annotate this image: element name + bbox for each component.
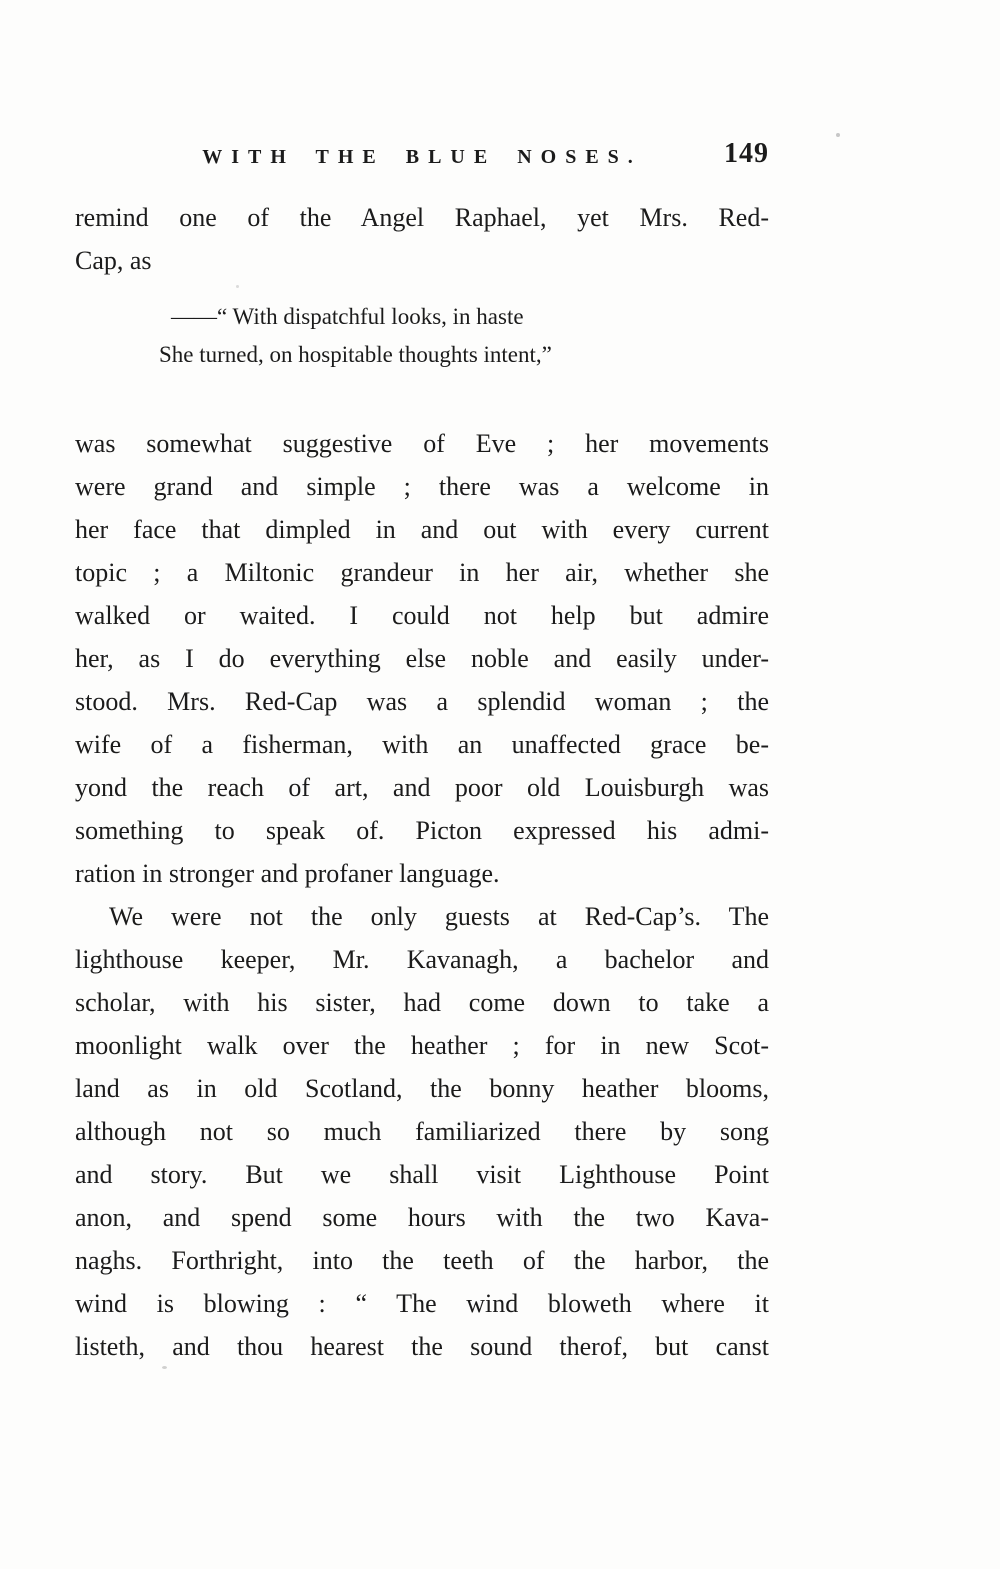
text-line: wind is blowing : “ The wind bloweth where it [75, 1289, 769, 1318]
text-line: although not so much familiarized there by song [75, 1117, 769, 1146]
text-line: We were not the only guests at Red-Cap’s. The [109, 902, 769, 931]
text-line: was somewhat suggestive of Eve ; her movements [75, 429, 769, 458]
text-line: her, as I do everything else noble and easily under- [75, 644, 769, 673]
paragraph-intro [75, 196, 769, 282]
page-number: 149 [724, 138, 769, 169]
text-line: walked or waited. I could not help but admire [75, 601, 769, 630]
scan-speck [236, 285, 239, 288]
text-line: something to speak of. Picton expressed his admi- [75, 816, 769, 845]
paragraph-guests [75, 895, 769, 1368]
verse-quote [159, 298, 769, 374]
quote-line: ——“ With dispatchful looks, in haste [171, 304, 524, 329]
scan-speck [836, 133, 840, 137]
text-line: wife of a fisherman, with an unaffected grace be- [75, 730, 769, 759]
text-line: lighthouse keeper, Mr. Kavanagh, a bachelor and [75, 945, 769, 974]
text-line: her face that dimpled in and out with every current [75, 515, 769, 544]
text-line: scholar, with his sister, had come down to take a [75, 988, 769, 1017]
text-line: remind one of the Angel Raphael, yet Mrs. Red- [75, 203, 769, 232]
quote-line: She turned, on hospitable thoughts intent,” [159, 342, 552, 367]
text-line: Cap, as [75, 246, 152, 275]
text-line: anon, and spend some hours with the two Kava- [75, 1203, 769, 1232]
text-line: ration in stronger and profaner language. [75, 859, 500, 888]
text-line: and story. But we shall visit Lighthouse Point [75, 1160, 769, 1189]
text-block [75, 196, 769, 1368]
text-line: moonlight walk over the heather ; for in new Scot- [75, 1031, 769, 1060]
running-head [75, 138, 769, 178]
paragraph-main [75, 422, 769, 895]
text-line: naghs. Forthright, into the teeth of the harbor, the [75, 1246, 769, 1275]
text-line: were grand and simple ; there was a welcome in [75, 472, 769, 501]
text-line: listeth, and thou hearest the sound therof, but canst [75, 1332, 769, 1361]
scan-speck [162, 1366, 167, 1369]
text-line: land as in old Scotland, the bonny heather blooms, [75, 1074, 769, 1103]
text-line: yond the reach of art, and poor old Louisburgh was [75, 773, 769, 802]
text-line: stood. Mrs. Red-Cap was a splendid woman ; the [75, 687, 769, 716]
text-line: topic ; a Miltonic grandeur in her air, whether she [75, 558, 769, 587]
running-title: WITH THE BLUE NOSES. [202, 146, 642, 168]
